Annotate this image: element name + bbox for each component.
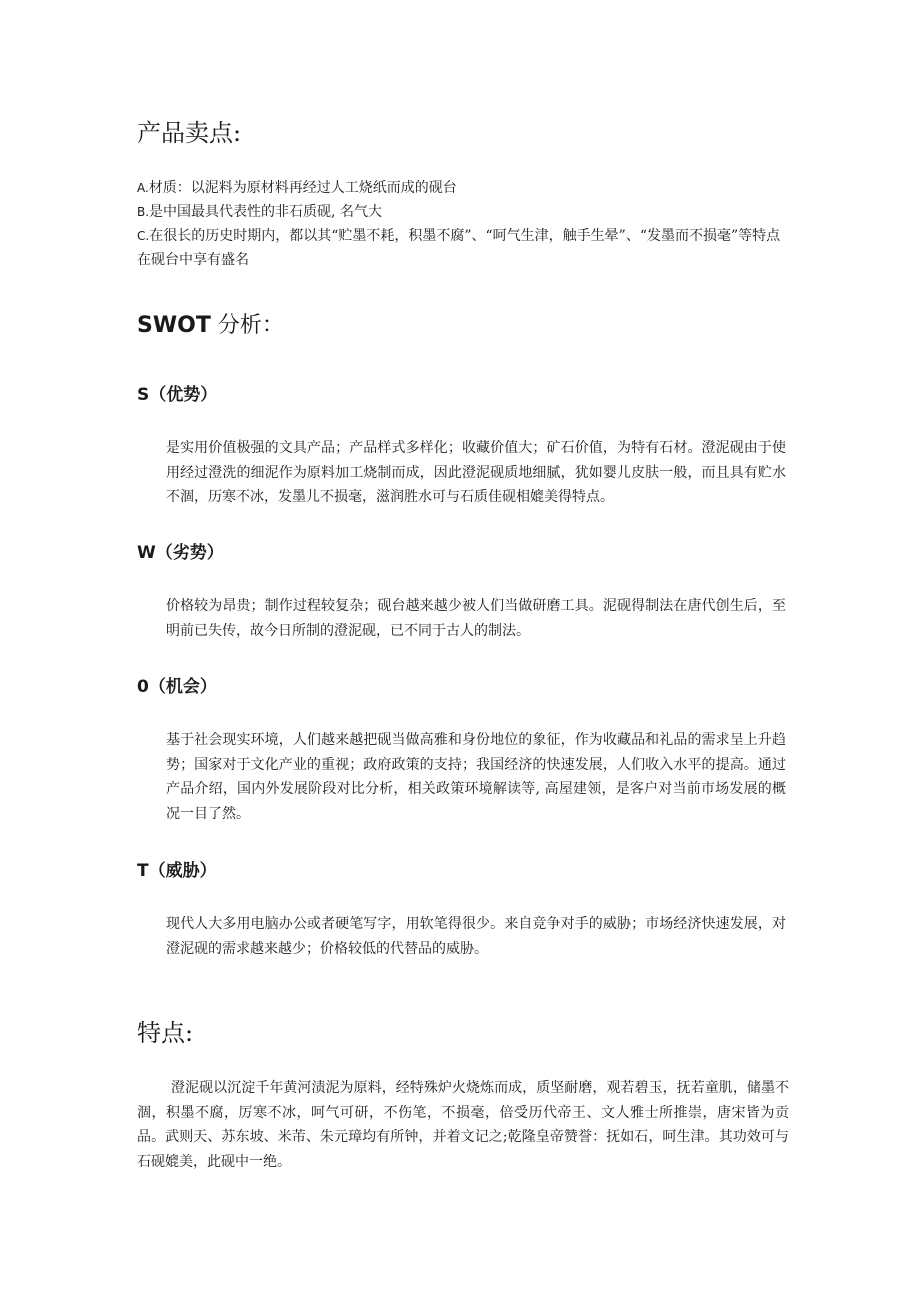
selling-points-heading: 产品卖点: [137,119,242,147]
swot-strengths-heading [137,384,217,406]
list-marker: B. [137,205,150,219]
list-item [137,176,787,200]
list-item-text: 在很长的历史时期内，都以其“贮墨不耗，积墨不腐”、“呵气生津，触手生晕”、“发墨而不损毫”等特点在砚台中享有盛名 [137,228,781,268]
swot-label: （机会） [148,677,217,697]
swot-heading [137,312,284,340]
swot-threats-heading [137,860,217,882]
swot-letter: S [137,385,150,405]
list-marker: A. [137,181,149,195]
swot-heading-rest: 分析： [210,313,284,338]
swot-weaknesses-heading [137,542,224,564]
list-item [137,224,787,272]
swot-opportunities-body: 基于社会现实环境，人们越来越把砚当做高雅和身份地位的象征，作为收藏品和礼品的需求呈上升趋势；国家对于文化产业的重视；政府政策的支持；我国经济的快速发展，人们收入水平的提高。通过产品介绍，国内外发展阶段对比分析，相关政策环境解读等, 高屋建领，是客户对当前市场发展的概况一目了然。 [166,732,786,822]
list-marker: C. [137,229,150,243]
swot-threats-body: 现代人大多用电脑办公或者硬笔写字，用软笔得很少。来自竞争对手的威胁；市场经济快速发展，对澄泥砚的需求越来越少；价格较低的代替品的威胁。 [166,916,786,957]
features-body: 澄泥砚以沉淀千年黄河渍泥为原料，经特殊炉火烧炼而成，质坚耐磨，观若碧玉，抚若童肌，储墨不涸，积墨不腐，厉寒不冰，呵气可研，不伤笔，不损毫，倍受历代帝王、文人雅士所推崇，唐宋皆为贡品。武则天、苏东坡、米芾、朱元璋均有所钟，并着文记之;乾隆皇帝赞誉：抚如石，呵生津。其功效可与石砚媲美，此砚中一绝。 [137,1080,789,1170]
swot-label: （劣势） [155,543,224,563]
selling-points-list [137,176,787,272]
swot-weaknesses-body: 价格较为昂贵；制作过程较复杂；砚台越来越少被人们当做研磨工具。泥砚得制法在唐代创生后，至明前已失传，故今日所制的澄泥砚，已不同于古人的制法。 [166,598,786,639]
list-item-text: 是中国最具代表性的非石质砚, 名气大 [149,204,382,220]
swot-label: （威胁） [148,861,217,881]
swot-letter: T [137,861,149,881]
swot-opportunities-heading [137,676,217,698]
swot-letter: W [137,543,156,563]
swot-label: （优势） [149,385,218,405]
features-heading: 特点: [137,1019,194,1047]
swot-heading-bold: SWOT [137,313,211,338]
list-item [137,200,787,224]
swot-strengths-body: 是实用价值极强的文具产品；产品样式多样化；收藏价值大；矿石价值，为特有石材。澄泥砚由于使用经过澄洗的细泥作为原料加工烧制而成，因此澄泥砚质地细腻，犹如婴儿皮肤一般，而且具有贮水不涸，历寒不冰，发墨儿不损毫，滋润胜水可与石质佳砚相媲美得特点。 [166,440,786,505]
list-item-text: 材质：以泥料为原材料再经过人工烧纸而成的砚台 [148,180,457,196]
swot-letter: 0 [137,677,149,697]
